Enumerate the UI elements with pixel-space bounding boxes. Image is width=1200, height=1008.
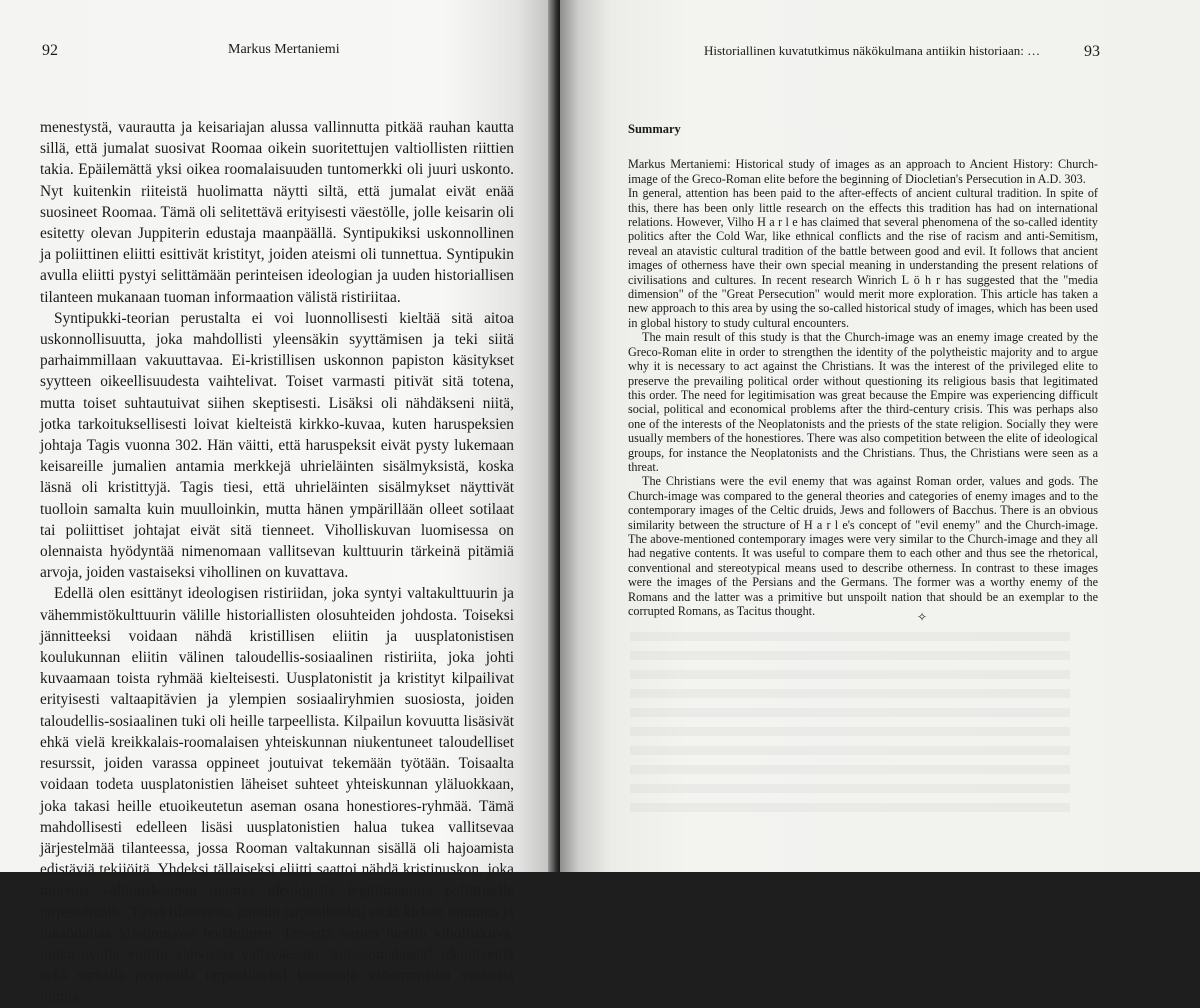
summary-paragraph-3: The Christians were the evil enemy that was against Roman order, values and gods. The Church-image was compared to the general theories and categories of enemy images and to the contemporary images of the Celtic druids, Jews and followers of Bacchus. There is an obvious similarity between the structure of H a r l e's concept of "evil enemy" and the Church-image. The above-mentioned contemporary images were very similar to the Church-image and they all had negative contents. It was useful to compare them to each other and thus see the rhetorical, conventional and stereotypical means used to describe otherness. In contrast to these images were the images of the Persians and the Germans. The former was a worthy enemy of the Romans and the latter was a primitive but unspoilt nation that should be an exemplar to the corrupted Romans, as Tacitus thought.	[628, 474, 1098, 618]
right-page	[560, 0, 1200, 872]
left-paragraph-2: Syntipukki-teorian perustalta ei voi luonnollisesti kieltää sitä aitoa uskonnollisuutta, joka mahdollisti yleensäkin syyttämisen ja teki siitä parhaimmillaan vakuuttavaa. Ei-kristillisen uskonnon papiston käsitykset syytteen oikeellisuudesta vaihtelivat. Toiset varmasti pitivät sitä totena, mutta toiset suhtautuivat siihen skeptisesti. Lisäksi oli nähdäkseni niitä, jotka tarkoituksellisesti loivat kielteistä kirkko-kuvaa, kuten haruspeksien johtaja Tagis vuonna 302. Hän väitti, että haruspeksit eivät pysty lukemaan keisareille jumalien antamia merkkejä uhrieläinten sisälmyksistä, koska läsnä oli kristittyjä. Tagis tiesi, että uhrieläinten sisälmykset näyttivät tuolloin samalta kuin muulloinkin, mutta hänen ympärillään olleet sotilaat tai poliittiset johtajat eivät sitä tienneet. Viholliskuvan luomisessa on olennaista hyödyntää nimenomaan vallitsevan kulttuurin tärkeinä pitämiä arvoja, joiden vastaiseksi vihollinen on kuvattava.	[40, 309, 514, 582]
right-page-number: 93	[1084, 43, 1100, 60]
left-body-text	[40, 117, 514, 1008]
left-running-head: Markus Mertaniemi	[228, 42, 340, 57]
pen-mark-icon: ✧	[917, 610, 928, 624]
right-running-head: Historiallinen kuvatutkimus näkökulmana antiikin historiaan: …	[704, 43, 1041, 58]
left-paragraph-3: Edellä olen esittänyt ideologisen ristiriidan, joka syntyi valtakulttuurin ja vähemmistökulttuurin välille historiallisten olosuhteiden johdosta. Toiseksi jännitteeksi voidaan nähdä kristillisen eliitin ja uusplatonistisen koulukunnan eliitin välinen taloudellis-sosiaalinen ristiriita, joka johti kuvaamaan toista ryhmää kielteisesti. Uusplatonistit ja kristityt kilpailivat erityisesti valtaapitävien ja ylempien sosiaaliryhmien suosiosta, joiden taloudellis-sosiaalinen tuki oli heille tarpeellista. Kilpailun kovuutta lisäsivät ehkä vielä kreikkalais-roomalaisen yhteiskunnan niukentuneet taloudelliset resurssit, joiden varassa oppineet joutuivat tekemään työtään. Toisaalta voidaan todeta uusplatonistien läheiset suhteet yhteiskunnan yläluokkaan, joka takasi heille etuoikeutetun aseman osana honestiores-ryhmää. Tämä mahdollisesti edelleen lisäsi uusplatonistien halua tukea vallitsevaa järjestelmää tilanteessa, jossa Rooman valtakunnan sisällä oli hajoamista edistäviä tekijöitä. Yhdeksi tällaiseksi eliitti saattoi nähdä kristinuskon, joka murensi valtiouskonnon tuomaa ideologista legitimaatiota poliittiselle järjestelmälle. Tässä tilanteessa nähtiin tarpeelliseksi estää kirkon toiminta ja tukahduttaa kristinuskon leviäminen. Tarvetta varten luotiin viholliskuva, jonka avulla voitiin vahvistaa valtaväestön "aitoroomalaista" identiteettiä sekä samalla perustella tarpeelliseksi katsottuja vähemmistön vastaisia toimia.	[40, 585, 514, 1006]
left-page-number: 92	[42, 42, 58, 59]
show-through-text	[630, 632, 1070, 822]
summary-heading: Summary	[628, 122, 681, 136]
left-paragraph-1: menestystä, vaurautta ja keisariajan alussa vallinnutta pitkää rauhan kautta sillä, että jumalat suosivat Roomaa oikein suoritettujen valtiollisten riittien takia. Epäilemättä yksi oikea roomalaisuuden tuntomerkki oli juuri uskonto. Nyt kuitenkin riiteistä huolimatta näytti siltä, että jumalat eivät enää suosineet Roomaa. Tämä oli selitettävä erityisesti väestölle, jolle keisarin oli esitetty olevan Juppiterin edustaja maanpäällä. Syntipukiksi uskonnollinen ja poliittinen eliitti esittivät kristityt, joiden ateismi oli tunnettua. Syntipukin avulla eliitti pystyi selittämään perinteisen ideologian ja uuden historiallisen tilanteen mukanaan tuoman informaation välistä ristiriitaa.	[40, 119, 514, 306]
summary-intro: Markus Mertaniemi: Historical study of images as an approach to Ancient History: Church-image of the Greco-Roman elite before the beginning of Diocletian's Persecution in A.D. 303.	[628, 157, 1098, 186]
summary-paragraph-2: The main result of this study is that the Church-image was an enemy image created by the Greco-Roman elite in order to strengthen the identity of the polytheistic majority and to argue why it is necessary to act against the Christians. It was the interest of the privileged elite to preserve the prevailing political order without questioning its religious basis that legitimated this order. The need for legitimisation was great because the Empire was experiencing difficult social, political and economical problems after the third-century crisis. This was perhaps also one of the interests of the Neoplatonists and the priests of the state religion. Socially they were usually members of the honestiores. There was also competition between the elite of ideological groups, for instance the Neoplatonists and the Christians. Thus, the Christians were seen as a threat.	[628, 330, 1098, 474]
left-page	[0, 0, 556, 1006]
summary-section	[628, 122, 1098, 618]
summary-paragraph-1: In general, attention has been paid to the after-effects of ancient cultural tradition. In spite of this, there has been only little research on the effects this tradition has had on international relations. However, Vilho H a r l e has claimed that several phenomena of the so-called identity politics after the Cold War, like ethnical conflicts and the rise of racism and anti-Semitism, reveal an atavistic cultural tradition of the battle between good and evil. It follows that ancient images of otherness have their own special meaning in understanding the present relations of civilisations and cultures. In recent research Winrich L ö h r has suggested that the "media dimension" of the "Great Persecution" would merit more exploration. This article has taken a new approach to this area by using the so-called historical study of images, which has been used in global history to study cultural encounters.	[628, 186, 1098, 330]
